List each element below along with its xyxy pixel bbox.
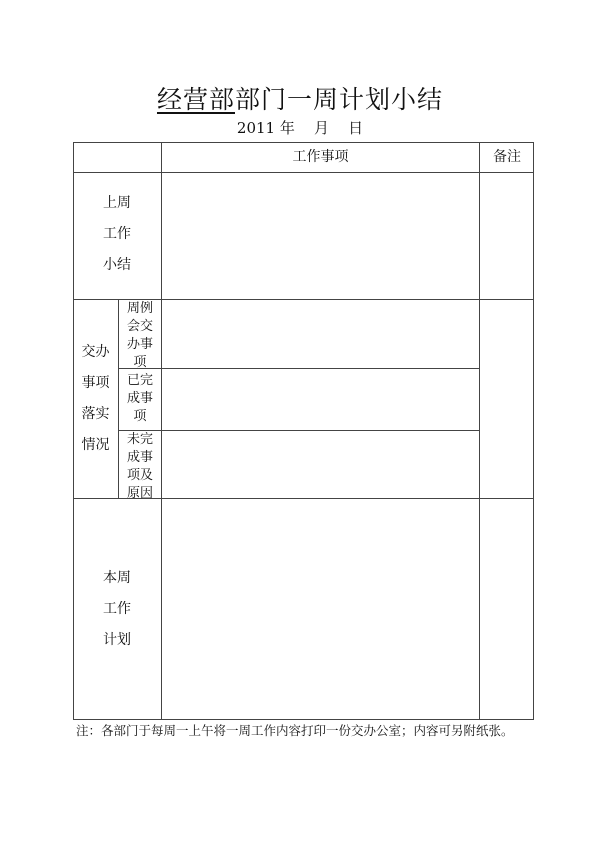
title-text: 部门一周计划小结 bbox=[235, 85, 444, 114]
sub-label-incomplete: 未完 成事 项及 原因 bbox=[126, 432, 153, 501]
header-items: 工作事项 bbox=[292, 149, 349, 165]
row-divider bbox=[73, 172, 534, 173]
page-title bbox=[0, 80, 600, 116]
header-remarks: 备注 bbox=[493, 149, 521, 165]
sub-row-divider bbox=[118, 368, 479, 369]
date-line bbox=[0, 117, 600, 138]
column-divider bbox=[161, 142, 162, 720]
date-day-unit: 日 bbox=[348, 119, 364, 137]
date-year: 2011 bbox=[236, 119, 276, 137]
sub-row-divider bbox=[118, 430, 479, 431]
sub-label-completed: 已完 成事 项 bbox=[126, 373, 153, 424]
date-year-unit: 年 bbox=[279, 119, 295, 137]
footer-note: 注：各部门于每周一上午将一周工作内容打印一份交办公室；内容可另附纸张。 bbox=[76, 723, 514, 738]
sub-label-meeting: 周例 会交 办事 项 bbox=[126, 301, 153, 370]
last-week-label: 上周 工作 小结 bbox=[103, 195, 131, 273]
date-month-unit: 月 bbox=[313, 119, 329, 137]
column-divider bbox=[479, 142, 480, 720]
assigned-label: 交办 事项 落实 情况 bbox=[81, 344, 110, 453]
department-name: 经营部 bbox=[156, 85, 235, 114]
this-week-label: 本周 工作 计划 bbox=[103, 570, 131, 648]
